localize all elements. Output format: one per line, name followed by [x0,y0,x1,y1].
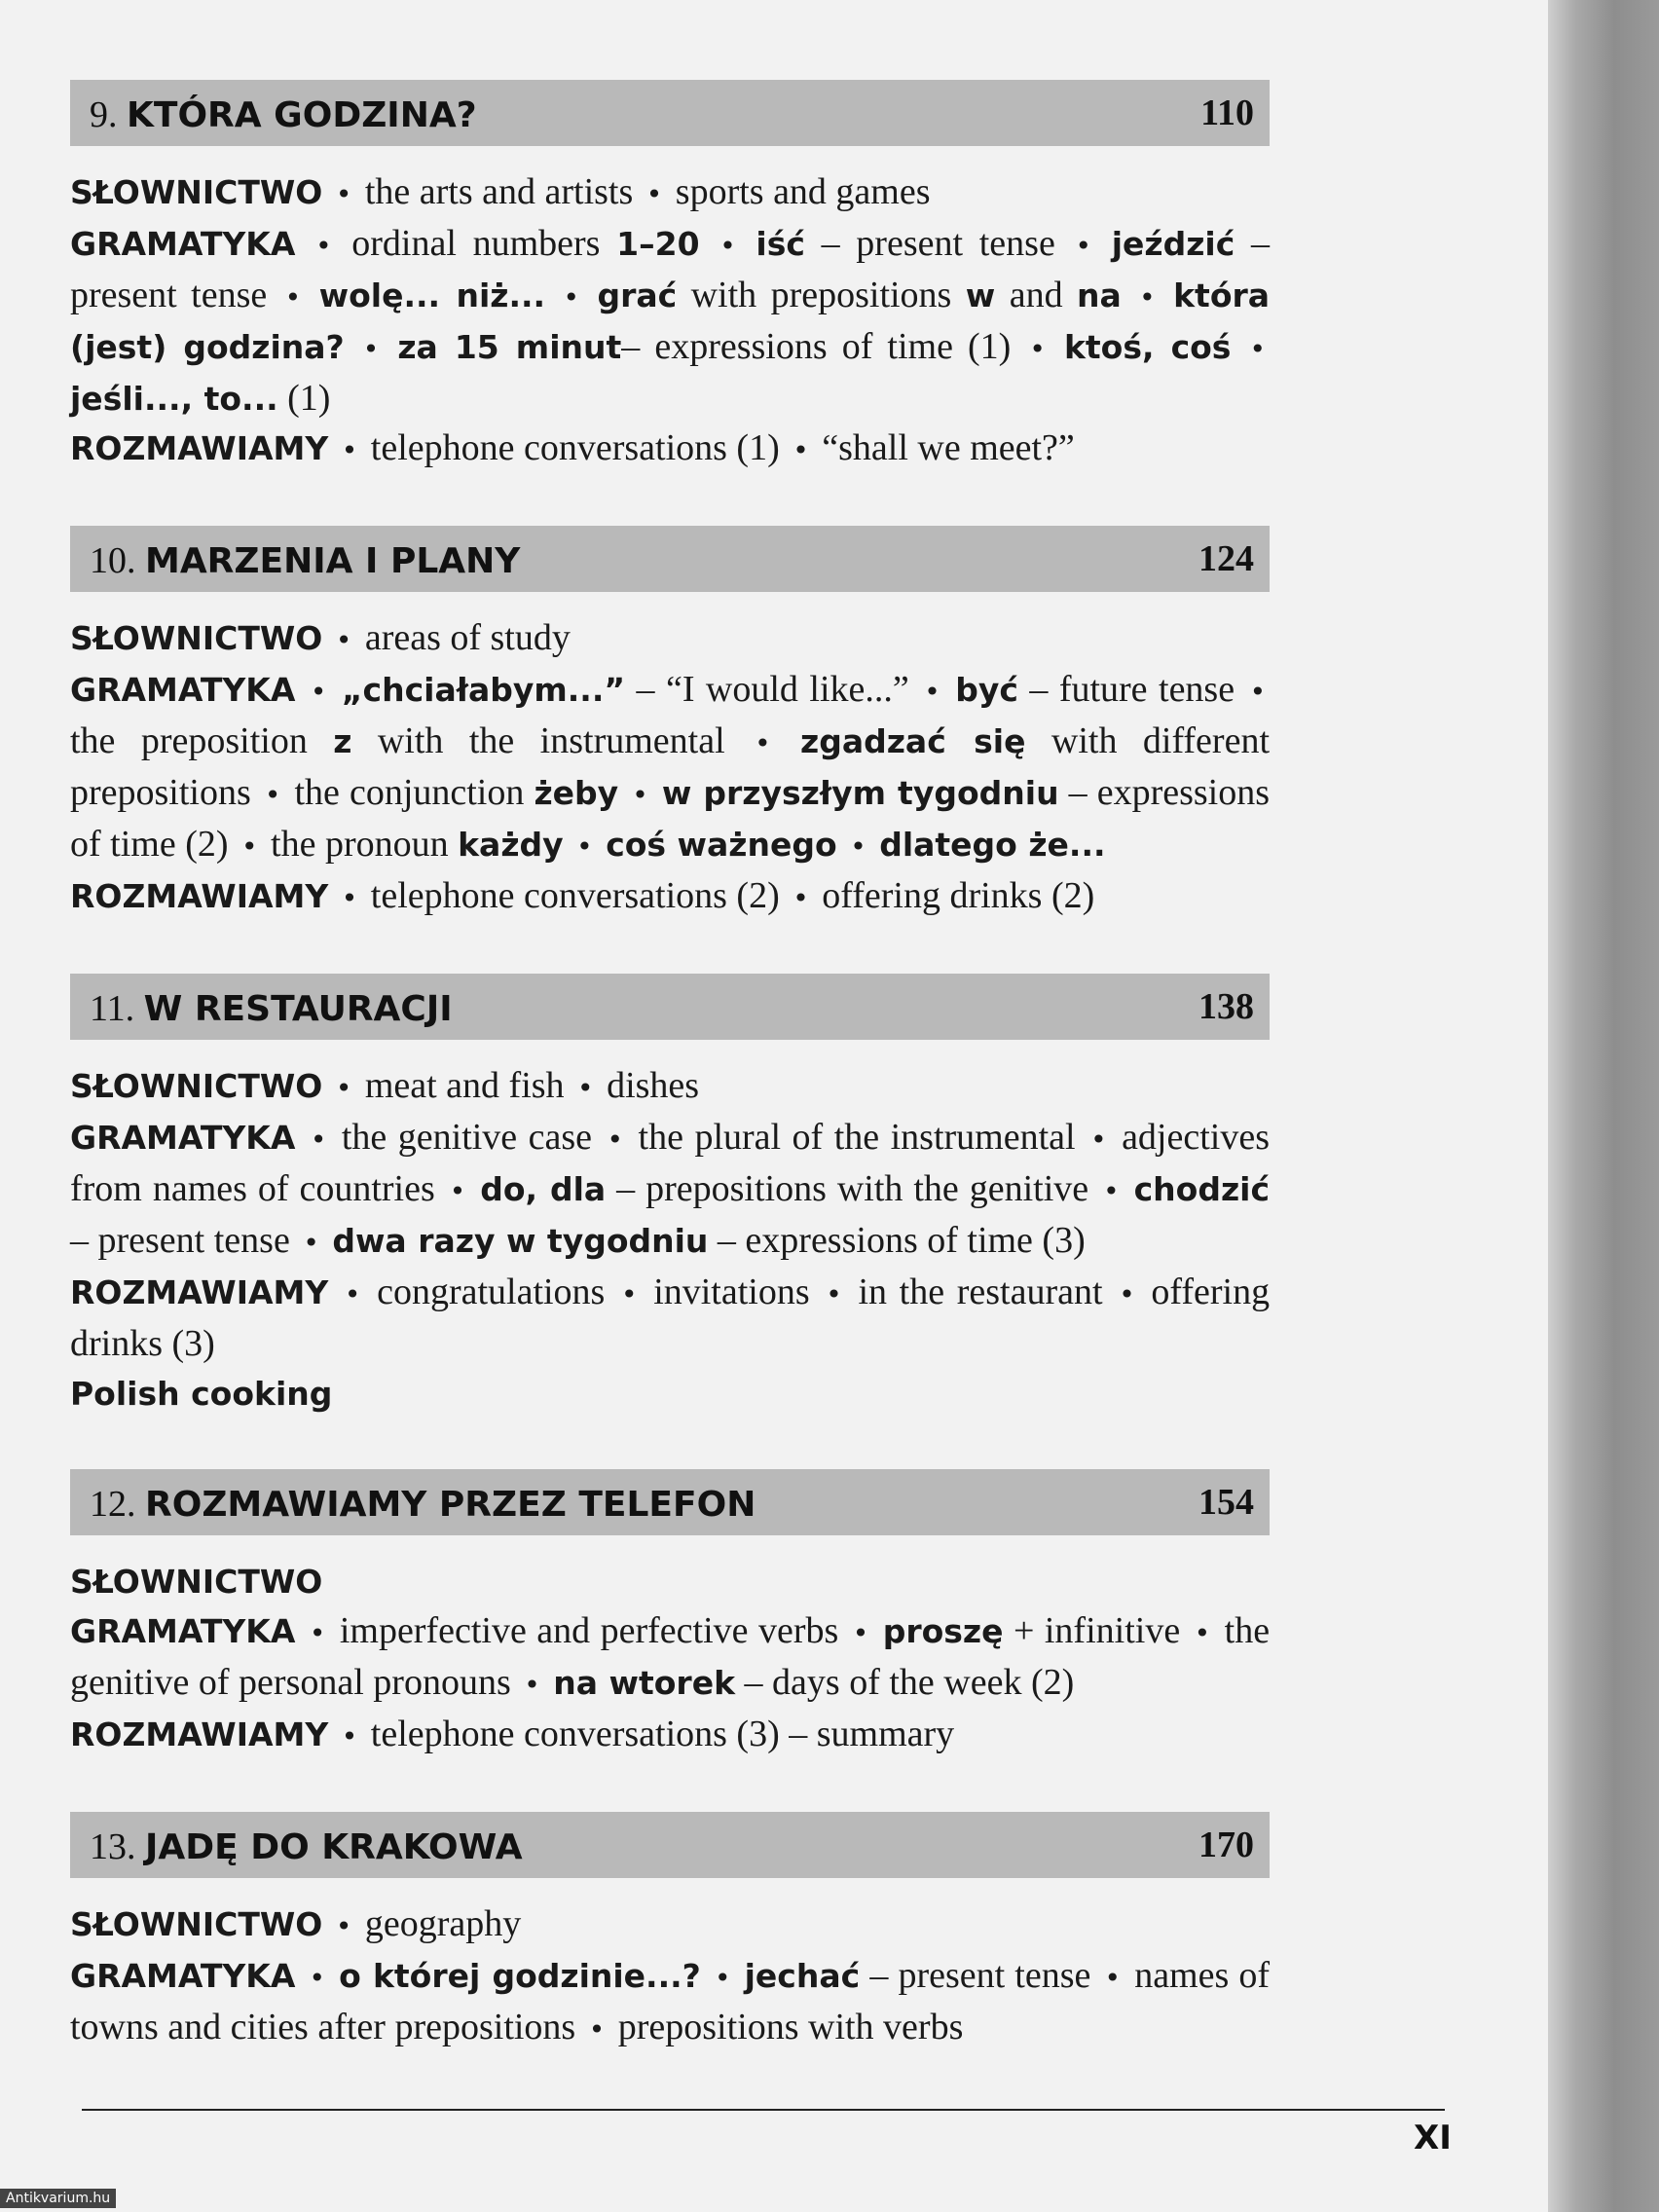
bullet-separator: • [714,1962,731,1994]
toc-entry [70,424,1270,475]
description-text: names of towns and cities after prepositions [70,1955,1271,2047]
section-number: 10. [90,540,145,581]
polish-term: jeśli..., to... [70,380,278,418]
bullet-separator: • [335,178,352,210]
bullet-separator: • [607,1124,624,1156]
category-label: GRAMATYKA [70,671,296,709]
polish-term: 1–20 [616,225,700,263]
bullet-separator: • [341,434,358,466]
bullet-separator: • [632,779,648,811]
description-text: imperfective and perfective verbs [339,1610,839,1651]
toc-entry [70,1061,1270,1113]
bullet-separator: • [310,1124,327,1156]
bullet-separator: • [524,1669,540,1701]
section-header-bar [70,80,1270,146]
polish-term: jeździć [1111,225,1235,263]
description-text: geography [364,1903,522,1944]
description-text: congratulations [377,1272,606,1312]
bullet-separator: • [588,2013,606,2046]
description-text: in the restaurant [858,1272,1103,1312]
description-text: the genitive case [341,1117,593,1158]
bullet-separator: • [793,434,809,466]
bullet-separator: • [852,1617,869,1649]
description-text: (1) [277,378,331,419]
toc-entry [70,1557,1270,1606]
toc-section [70,80,1270,475]
bullet-separator: • [826,1278,842,1310]
description-text: dishes [607,1065,700,1106]
section-name: W RESTAURACJI [143,989,453,1029]
category-label: SŁOWNICTWO [70,173,323,211]
toc-entry [70,665,1270,871]
polish-term: jechać [744,1957,861,1995]
bullet-separator: • [645,178,663,210]
category-label: ROZMAWIAMY [70,429,329,467]
section-number: 9. [90,94,127,135]
toc-entry [70,1606,1270,1710]
polish-term: zgadzać się [800,722,1026,760]
polish-term: na [1076,276,1122,314]
section-header-bar [70,1469,1270,1535]
polish-term: chodzić [1133,1170,1271,1208]
polish-term: proszę [882,1612,1004,1650]
polish-term: dwa razy w tygodniu [332,1222,709,1260]
description-text: and [995,275,1077,315]
toc-entry [70,1710,1270,1761]
bullet-separator: • [793,882,809,914]
bullet-separator: • [241,830,258,863]
bullet-separator: • [1249,333,1267,365]
category-label: GRAMATYKA [70,225,296,263]
description-text: the pronoun [271,824,459,865]
bullet-separator: • [309,1962,326,1994]
description-text: prepositions with verbs [617,2007,964,2047]
polish-term: w [965,276,996,314]
toc-section [70,526,1270,923]
description-text: the conjunction [294,772,535,813]
section-number: 12. [90,1484,145,1525]
polish-term: ktoś, coś [1063,328,1232,366]
section-header-bar [70,526,1270,592]
category-label: ROZMAWIAMY [70,1273,329,1311]
bullet-separator: • [341,1720,358,1752]
description-text: the arts and artists [364,171,634,212]
category-label: SŁOWNICTWO [70,1563,323,1601]
bullet-separator: • [1104,1962,1122,1994]
description-text: telephone conversations (2) [370,875,780,916]
bullet-separator: • [303,1227,319,1259]
bullet-separator: • [577,1072,594,1104]
section-page-ref: 110 [1200,92,1254,133]
category-label: SŁOWNICTWO [70,1067,323,1105]
section-header-bar [70,1812,1270,1878]
description-text: – expressions of time (3) [708,1220,1086,1261]
toc-entry [70,219,1270,424]
description-text: the genitive of personal pronouns [70,1610,1271,1703]
bullet-separator: • [1075,230,1092,262]
description-text: adjectives from names of countries [70,1117,1270,1209]
book-gutter [1548,0,1659,2212]
section-title [90,987,453,1030]
section-page-ref: 154 [1198,1482,1254,1523]
polish-term: każdy [458,826,564,864]
watermark: Antikvarium.hu [0,2189,116,2208]
toc-entry [70,167,1270,219]
bullet-separator: • [341,882,358,914]
description-text: areas of study [364,617,571,658]
description-text: – expressions of time (1) [621,326,1012,367]
bullet-separator: • [1194,1617,1211,1649]
description-text: – present tense [804,223,1055,264]
description-text: offering drinks (3) [70,1272,1271,1364]
toc-entry [70,871,1270,923]
description-text: – present tense [70,223,1270,315]
polish-term: która (jest) godzina? [70,276,1271,366]
polish-term: na wtorek [553,1664,736,1702]
bullet-separator: • [1029,333,1046,365]
bullet-separator: • [1139,281,1156,313]
section-title [90,1483,756,1526]
toc-entry [70,1369,1270,1419]
polish-term: coś ważnego [606,826,837,864]
description-text: ordinal numbers [351,223,617,264]
toc-entry [70,1899,1270,1951]
bullet-separator: • [1249,676,1267,708]
description-text: with different prepositions [70,720,1271,813]
section-name: JADĘ DO KRAKOWA [145,1827,523,1867]
description-text: offering drinks (2) [822,875,1095,916]
description-text: – prepositions with the genitive [606,1168,1089,1209]
category-label: GRAMATYKA [70,1957,296,1995]
section-page-ref: 170 [1198,1825,1254,1865]
toc-entry [70,1951,1270,2054]
table-of-contents [70,80,1270,2105]
polish-term: „chciałabym...” [341,671,626,709]
category-label: GRAMATYKA [70,1119,296,1157]
toc-section [70,974,1270,1419]
polish-term: dlatego że... [879,826,1106,864]
polish-term: wolę... niż... [318,276,546,314]
bullet-separator: • [1090,1124,1107,1156]
bullet-separator: • [449,1175,466,1207]
polish-term: w przyszłym tygodniu [661,774,1059,812]
toc-section [70,1469,1270,1761]
section-name: ROZMAWIAMY PRZEZ TELEFON [145,1485,756,1525]
polish-term: za 15 minut [397,328,622,366]
description-text: – “I would like...” [625,669,909,710]
polish-term: grać [597,276,678,314]
toc-entry [70,613,1270,665]
description-text: – days of the week (2) [735,1662,1075,1703]
toc-section [70,1812,1270,2054]
page-number: XI [1414,2119,1452,2157]
description-text: telephone conversations (3) – summary [370,1714,955,1754]
section-header-bar [70,974,1270,1040]
section-title [90,1825,523,1868]
polish-term: z [333,722,352,760]
category-label: Polish cooking [70,1375,333,1413]
bullet-separator: • [1103,1175,1120,1207]
description-text: – expressions of time (2) [70,772,1271,865]
category-label: GRAMATYKA [70,1612,296,1650]
bullet-separator: • [264,779,281,811]
bullet-separator: • [621,1278,638,1310]
bullet-separator: • [850,830,866,863]
section-page-ref: 124 [1198,538,1254,579]
footer-rule [82,2109,1445,2111]
category-label: ROZMAWIAMY [70,1715,329,1753]
description-text: telephone conversations (1) [370,427,780,468]
bullet-separator: • [335,624,352,656]
bullet-separator: • [335,1910,352,1942]
toc-entry [70,1113,1270,1268]
category-label: ROZMAWIAMY [70,877,329,915]
description-text: meat and fish [364,1065,565,1106]
description-text: “shall we meet?” [822,427,1075,468]
bullet-separator: • [1119,1278,1135,1310]
section-number: 11. [90,988,144,1029]
category-label: SŁOWNICTWO [70,619,323,657]
bullet-separator: • [755,727,771,759]
bullet-separator: • [576,830,593,863]
bullet-separator: • [315,230,332,262]
description-text: + infinitive [1003,1610,1181,1651]
description-text: with prepositions [677,275,966,315]
category-label: SŁOWNICTWO [70,1905,323,1943]
bullet-separator: • [310,676,327,708]
description-text: sports and games [675,171,931,212]
bullet-separator: • [719,230,736,262]
description-text: the preposition [70,720,334,761]
polish-term: o której godzinie...? [339,1957,701,1995]
polish-term: być [955,671,1018,709]
section-number: 13. [90,1826,145,1867]
description-text: – present tense [860,1955,1091,1996]
description-text: invitations [653,1272,810,1312]
bullet-separator: • [335,1072,352,1104]
polish-term: żeby [534,774,619,812]
section-name: MARZENIA I PLANY [145,541,521,581]
polish-term: do, dla [480,1170,607,1208]
bullet-separator: • [344,1278,361,1310]
description-text: the plural of the instrumental [638,1117,1076,1158]
section-name: KTÓRA GODZINA? [127,95,477,135]
toc-entry [70,1268,1270,1369]
bullet-separator: • [563,281,580,313]
description-text: – future tense [1017,669,1235,710]
section-page-ref: 138 [1198,986,1254,1027]
description-text: with the instrumental [351,720,725,761]
polish-term: iść [756,225,805,263]
section-title [90,539,520,582]
bullet-separator: • [284,281,302,313]
section-title [90,93,477,136]
bullet-separator: • [309,1617,326,1649]
description-text: – present tense [70,1220,290,1261]
bullet-separator: • [924,676,940,708]
bullet-separator: • [362,333,380,365]
